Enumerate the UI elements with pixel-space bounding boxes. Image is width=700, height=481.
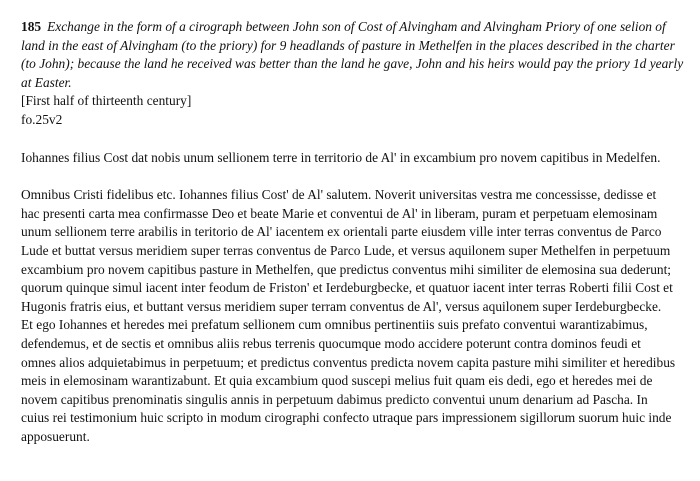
folio-reference: fo.25v2 <box>21 111 63 127</box>
entry-header <box>21 18 686 92</box>
entry-summary: Exchange in the form of a cirograph between John son of Cost of Alvingham and Alvingham Priory of one selion of land in the east of Alvingham (to the priory) for 9 headlands of pasture in Methelfen in the places described in the charter (to John); because the land he received was better than the land he gave, John and his heirs would pay the priory 1d yearly at Easter. <box>21 19 684 90</box>
spacer <box>21 130 686 149</box>
entry-date: [First half of thirteenth century] <box>21 93 192 109</box>
rubric-paragraph: Iohannes filius Cost dat nobis unum sellionem terre in territorio de Al' in excambium pro novem capitibus in Medelfen. <box>21 149 661 165</box>
spacer <box>21 167 686 186</box>
entry-number: 185 <box>21 19 42 34</box>
document-page <box>21 18 686 446</box>
charter-paragraph: Omnibus Cristi fidelibus etc. Iohannes filius Cost' de Al' salutem. Noverit universitas vestra me concessisse, dedisse et hac presenti carta mea confirmasse Deo et beate Marie et conventui de Al' in liberam, puram et perpetuam elemosinam unum sellionem terre arabilis in teritorio de Al' iacentem ex orientali parte eiusdem ville inter terras conventus de Parco Lude et buttat versus meridiem super terras conventus de Parco Lude, et versus aquilonem super Methelfen in perpetuum excambium pro novem capitibus pasture in Methelfen, que predictus conventus mihi similiter de elemosina sua dederunt; quorum quinque simul iacent inter feodum de Friston' et Ierdeburgbecke, et quatuor iacent inter terras Roberti filii Cost et Hugonis fratris eius, et buttant versus meridiem super terram conventus de Al', versus aquilonem super Ierdeburgbecke. Et ego Iohannes et heredes mei prefatum sellionem cum omnibus pertinentiis suis prefato conventui warantizabimus, defendemus, et de sectis et omnibus aliis rebus terrenis quocumque modo accidere poterunt contra dominos feudi et omnes alios adquietabimus in perpetuum; et predictus conventus predicta novem capita pasture mihi similiter et heredibus meis in elemosinam warantizabunt. Et quia excambium quod suscepi melius fuit quam eis dedi, ego et heredes mei de novem capitibus prenominatis singulis annis in perpetuum dabimus predicto conventui unum denarium ad Pascha. In cuius rei testimonium huic scripto in modum cirographi confecto utraque pars impressionem sigillorum suorum huic inde apposuerunt. <box>21 187 676 444</box>
